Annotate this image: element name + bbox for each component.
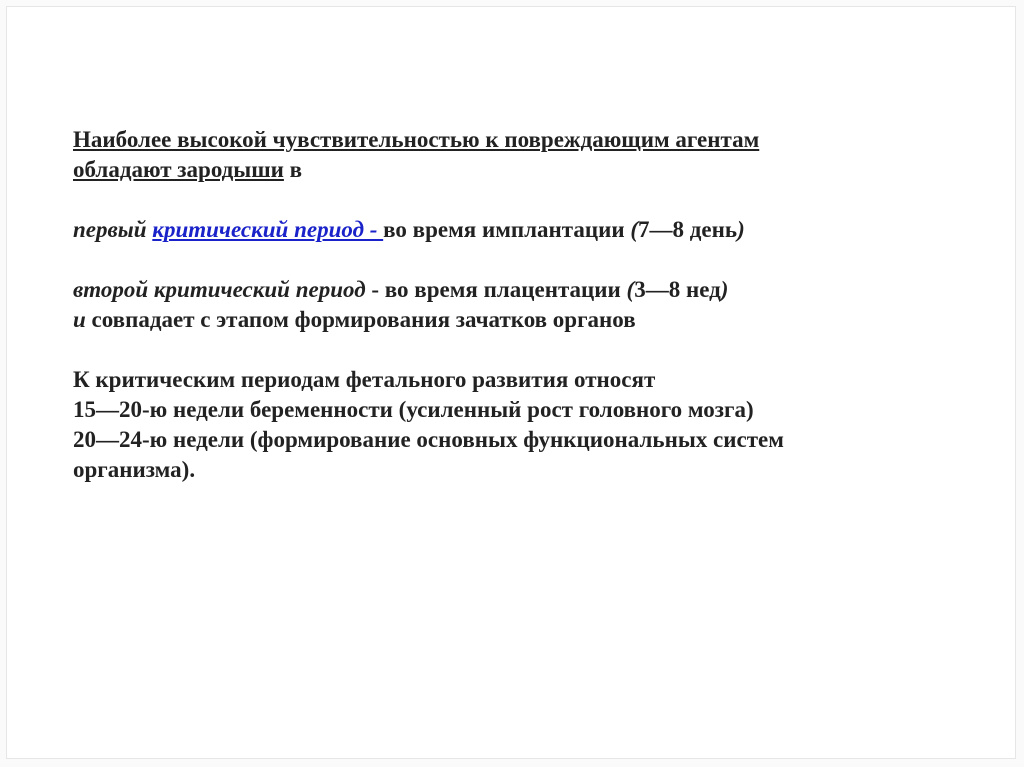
period-1-prefix: первый xyxy=(73,217,153,242)
fetal-period-2-end: организма). xyxy=(73,457,196,482)
fetal-period-2: 20—24-ю недели (формирование основных функциональных систем xyxy=(73,427,784,452)
period-1-paren-open: ( xyxy=(630,217,639,242)
period-2-cont-text: совпадает с этапом формирования зачатков органов xyxy=(85,307,636,332)
heading-line-1: Наиболее высокой чувствительностью к повреждающим агентам xyxy=(73,127,760,152)
period-1-line xyxy=(73,215,993,245)
period-2-paren-open: ( xyxy=(626,277,635,302)
period-1-paren-close: ) xyxy=(737,217,745,242)
period-2-text: - во время плацентации xyxy=(365,277,627,302)
heading-rest-text: в xyxy=(283,157,303,182)
period-2-line xyxy=(73,275,993,305)
period-2-range: 3—8 нед xyxy=(634,277,721,302)
period-1-range: 7—8 день xyxy=(638,217,738,242)
critical-period-link[interactable]: критический период - xyxy=(152,217,384,242)
period-2-paren-close: ) xyxy=(720,277,729,302)
fetal-period-1: 15—20-ю недели беременности (усиленный рост головного мозга) xyxy=(73,397,754,422)
period-2-prefix: второй критический период xyxy=(73,277,366,302)
fetal-heading: К критическим периодам фетального развития относят xyxy=(73,367,656,392)
slide xyxy=(6,6,1016,759)
period-2-cont-prefix: и xyxy=(73,307,86,332)
period-1-text: во время имплантации xyxy=(383,217,631,242)
slide-content xyxy=(73,125,993,485)
period-2-continuation xyxy=(73,305,993,335)
heading-underlined-text: обладают зародыши xyxy=(73,157,284,182)
heading-line-2 xyxy=(73,155,993,185)
